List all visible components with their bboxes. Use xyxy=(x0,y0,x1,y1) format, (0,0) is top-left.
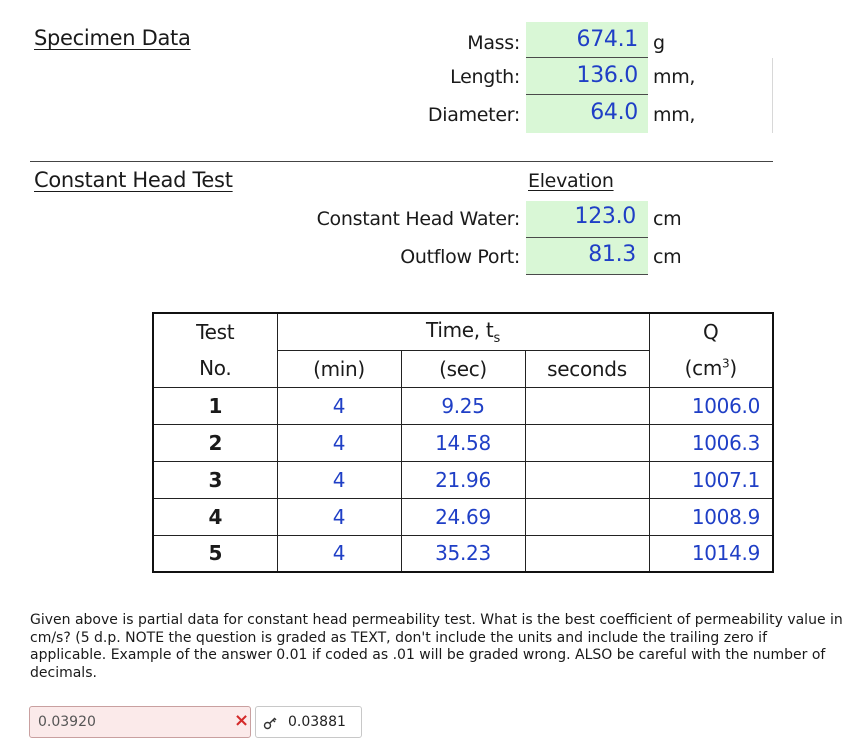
mass-label: Mass: xyxy=(467,32,520,54)
header-test: Test xyxy=(153,313,277,350)
header-time xyxy=(277,313,649,350)
header-min: (min) xyxy=(277,350,401,387)
table-row xyxy=(153,535,773,572)
seconds-cell xyxy=(525,461,649,498)
header-sec: (sec) xyxy=(401,350,525,387)
q-cell: 1006.0 xyxy=(649,387,773,424)
table-row xyxy=(153,461,773,498)
diameter-unit: mm, xyxy=(653,104,696,126)
min-cell: 4 xyxy=(277,535,401,572)
constant-head-title: Constant Head Test xyxy=(34,168,233,192)
length-unit: mm, xyxy=(653,66,696,88)
head-water-unit: cm xyxy=(653,208,682,230)
header-seconds: seconds xyxy=(525,350,649,387)
min-cell: 4 xyxy=(277,424,401,461)
length-label: Length: xyxy=(450,66,520,88)
header-time-sub: s xyxy=(493,330,500,346)
mass-unit: g xyxy=(653,32,665,54)
q-cell: 1008.9 xyxy=(649,498,773,535)
min-cell: 4 xyxy=(277,498,401,535)
head-water-label: Constant Head Water: xyxy=(316,208,520,230)
min-cell: 4 xyxy=(277,387,401,424)
seconds-cell xyxy=(525,424,649,461)
key-icon-svg xyxy=(263,707,277,737)
seconds-cell xyxy=(525,535,649,572)
outflow-port-unit: cm xyxy=(653,246,682,268)
question-text: Given above is partial data for constant head permeability test. What is the best coefficient of permeability value in cm/s? (5 d.p. NOTE the question is graded as TEXT, don't include the units and include the trailing zero if applicable. Example of the answer 0.01 if coded as .01 will be graded wrong. ALSO be careful with the number of decimals. xyxy=(30,612,843,681)
header-q-unit-label: (cm xyxy=(684,356,723,381)
header-q-unit-close: ) xyxy=(729,356,737,381)
head-water-value: 123.0 xyxy=(574,204,636,229)
min-cell: 4 xyxy=(277,461,401,498)
diameter-label: Diameter: xyxy=(427,104,520,126)
header-time-label: Time, t xyxy=(426,317,494,342)
q-cell: 1006.3 xyxy=(649,424,773,461)
header-q-unit xyxy=(649,350,773,387)
close-icon: × xyxy=(234,710,250,731)
key-icon xyxy=(263,707,279,737)
mass-value: 674.1 xyxy=(576,27,638,52)
test-data-table xyxy=(152,312,774,573)
header-q: Q xyxy=(649,313,773,350)
test-no-cell: 2 xyxy=(153,424,277,461)
q-cell: 1014.9 xyxy=(649,535,773,572)
length-value: 136.0 xyxy=(576,63,638,88)
table-row xyxy=(153,387,773,424)
header-q-unit-sup: 3 xyxy=(722,356,730,371)
test-no-cell: 4 xyxy=(153,498,277,535)
cell-divider xyxy=(772,58,773,133)
outflow-port-label: Outflow Port: xyxy=(400,246,520,268)
test-no-cell: 3 xyxy=(153,461,277,498)
outflow-port-value: 81.3 xyxy=(588,242,636,267)
correct-answer-box xyxy=(255,706,362,738)
sec-cell: 24.69 xyxy=(401,498,525,535)
elevation-header: Elevation xyxy=(528,170,614,192)
test-no-cell: 1 xyxy=(153,387,277,424)
header-no: No. xyxy=(153,350,277,387)
sec-cell: 9.25 xyxy=(401,387,525,424)
test-no-cell: 5 xyxy=(153,535,277,572)
answer-input[interactable]: 0.03920 xyxy=(29,706,251,738)
sec-cell: 35.23 xyxy=(401,535,525,572)
table-header-row-1 xyxy=(153,313,773,350)
correct-answer-value: 0.03881 xyxy=(288,714,346,730)
section-divider xyxy=(30,161,773,162)
sec-cell: 21.96 xyxy=(401,461,525,498)
q-cell: 1007.1 xyxy=(649,461,773,498)
table-header-row-2 xyxy=(153,350,773,387)
specimen-data-title: Specimen Data xyxy=(34,26,191,50)
sec-cell: 14.58 xyxy=(401,424,525,461)
table-row xyxy=(153,424,773,461)
table-row xyxy=(153,498,773,535)
diameter-value: 64.0 xyxy=(590,100,638,125)
seconds-cell xyxy=(525,387,649,424)
seconds-cell xyxy=(525,498,649,535)
